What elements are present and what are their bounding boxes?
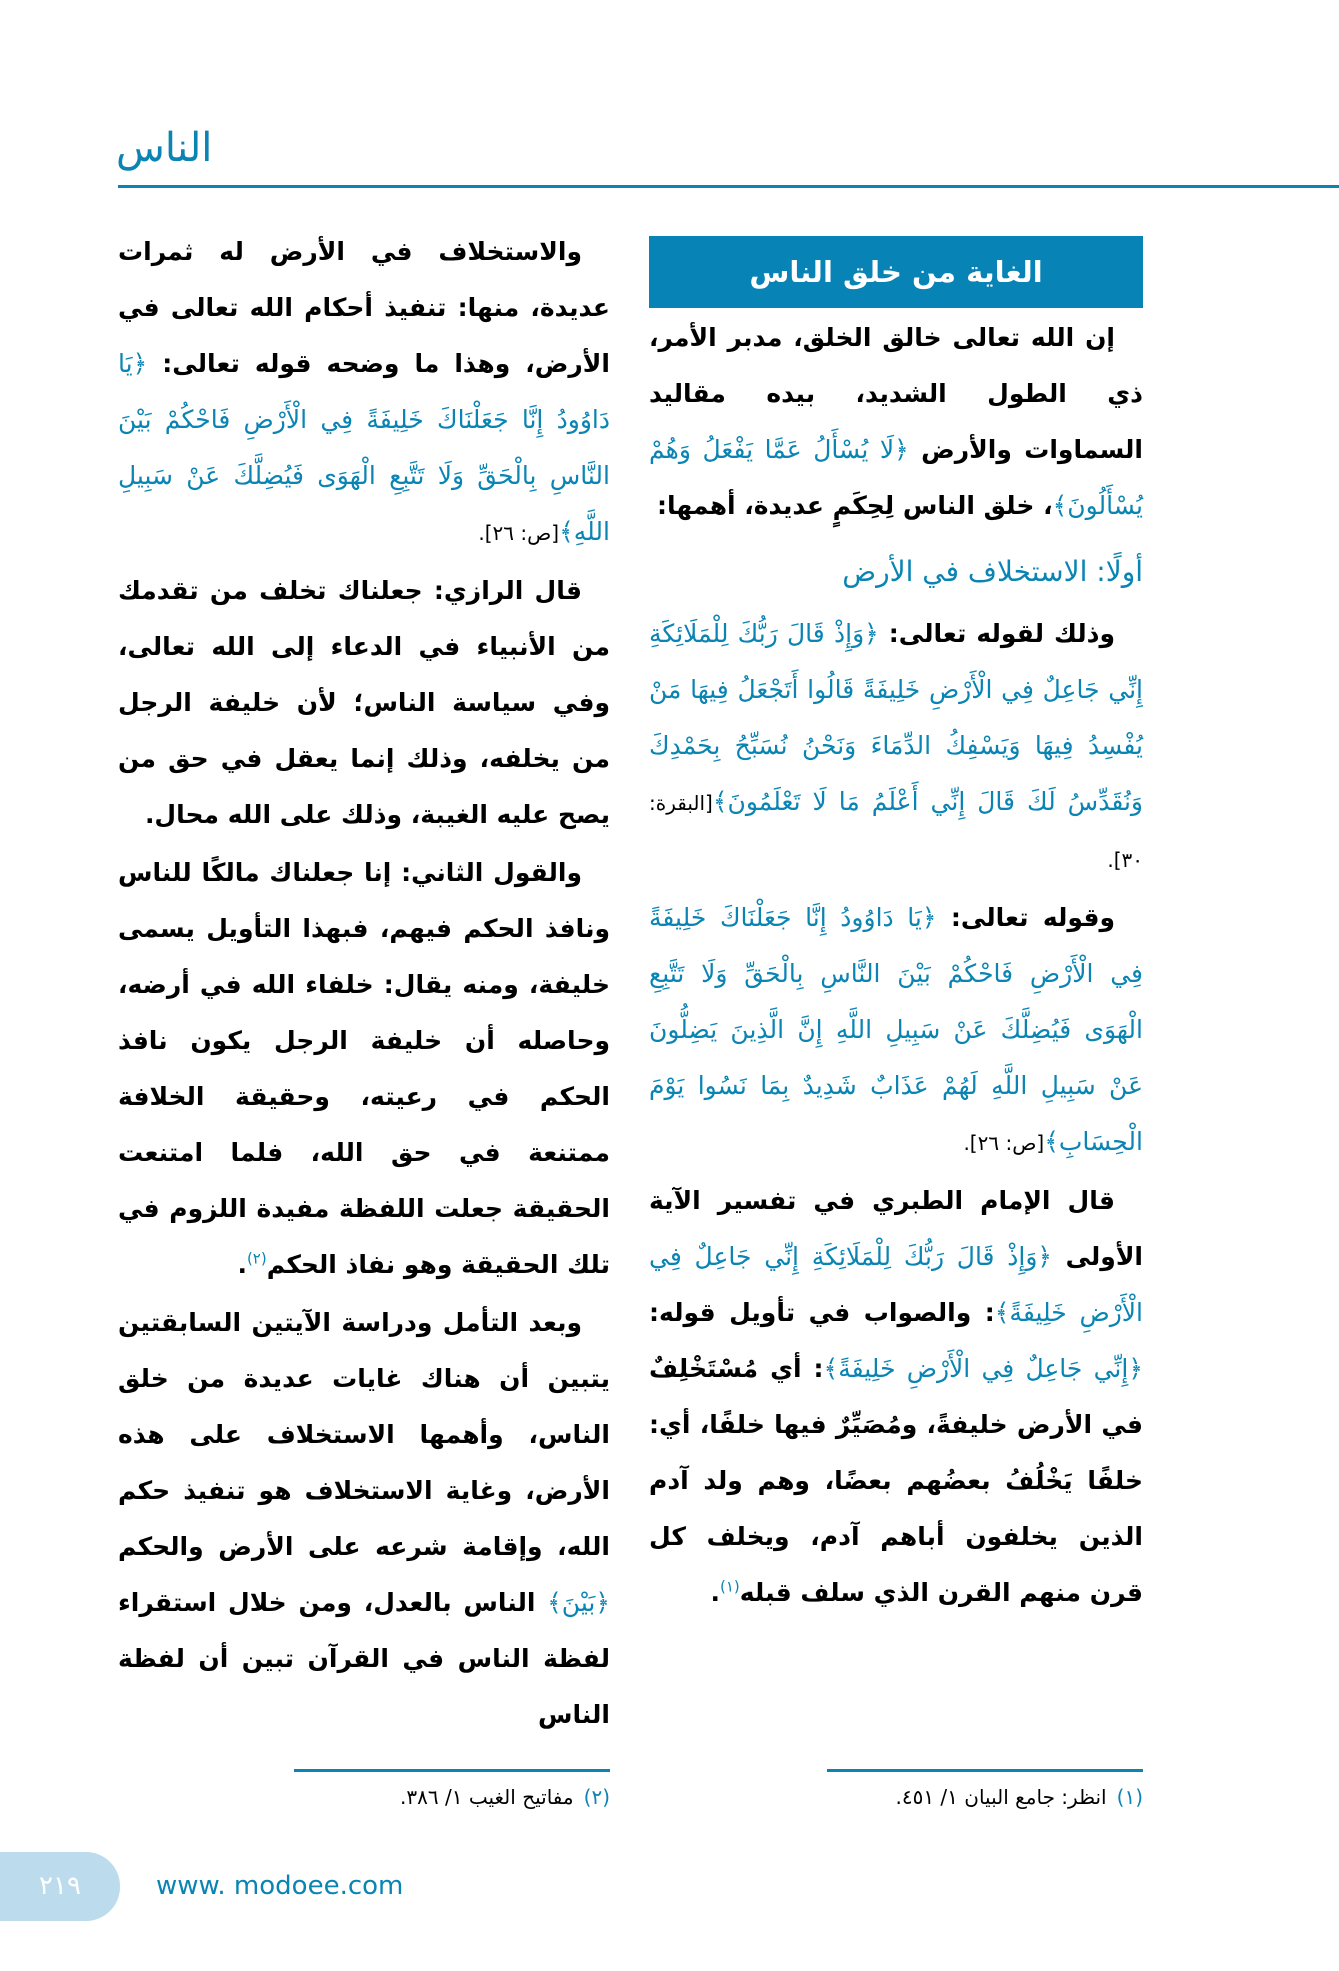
verse-reference: [البقرة: ٣٠]. bbox=[649, 791, 1143, 872]
paragraph bbox=[649, 606, 1143, 888]
paragraph-group bbox=[118, 224, 610, 1745]
footnote-2 bbox=[118, 1782, 610, 1812]
quran-verse: ﴿إِنِّي جَاعِلٌ فِي الْأَرْضِ خَلِيفَةً﴾ bbox=[823, 1354, 1143, 1383]
footnotes bbox=[649, 1745, 1143, 1812]
footnotes bbox=[118, 1745, 610, 1812]
running-title: الناس bbox=[116, 125, 213, 171]
page-footer bbox=[0, 1852, 1339, 1921]
paragraph bbox=[649, 890, 1143, 1171]
website-link[interactable]: www. modoee.com bbox=[156, 1871, 404, 1901]
right-column bbox=[649, 224, 1143, 1812]
body-text: وبعد التأمل ودراسة الآيتين السابقتين يتبين أن هناك غايات عديدة من خلق الناس، وأهمها الاستخلاف على هذه الأرض، وغاية الاستخلاف هو تنفيذ حكم الله، وإقامة شرعه على الأرض والحكم bbox=[118, 1308, 610, 1561]
footnote-rule bbox=[827, 1769, 1143, 1772]
verse-reference: [ص: ٢٦]. bbox=[963, 1131, 1045, 1155]
footnote-marker[interactable]: (١) bbox=[719, 1577, 740, 1596]
body-text: إن الله تعالى خالق الخلق، مدبر الأمر، ذي الطول الشديد، بيده مقاليد السماوات والأرض bbox=[649, 323, 1143, 464]
footnote-number: (٢) bbox=[583, 1785, 610, 1809]
footnote-marker[interactable]: (٢) bbox=[246, 1249, 267, 1268]
quran-verse: ﴿وَإِذْ قَالَ رَبُّكَ لِلْمَلَائِكَةِ إِنِّي جَاعِلٌ فِي الْأَرْضِ خَلِيفَةً﴾ bbox=[649, 1242, 1144, 1327]
footnote-1 bbox=[649, 1782, 1143, 1812]
quran-verse: ﴿يَا دَاوُودُ إِنَّا جَعَلْنَاكَ خَلِيفَةً فِي الْأَرْضِ فَاحْكُمْ بَيْنَ النَّاسِ بِالْحَقِّ وَلَا تَتَّبِعِ الْهَوَى فَيُضِلَّكَ عَنْ سَبِيلِ اللَّهِ إِنَّ الَّذِينَ يَضِلُّونَ عَنْ سَبِيلِ اللَّهِ لَهُمْ عَذَابٌ شَدِيدٌ بِمَا نَسُوا يَوْمَ الْحِسَابِ﴾ bbox=[649, 903, 1143, 1156]
paragraph bbox=[118, 1295, 610, 1743]
quran-verse: ﴿يَا دَاوُودُ إِنَّا جَعَلْنَاكَ خَلِيفَةً فِي الْأَرْضِ فَاحْكُمْ بَيْنَ النَّاسِ بِالْحَقِّ وَلَا تَتَّبِعِ الْهَوَى فَيُضِلَّكَ عَنْ سَبِيلِ اللَّهِ﴾ bbox=[118, 349, 610, 546]
verse-reference: [ص: ٢٦]. bbox=[478, 521, 560, 545]
left-column bbox=[118, 224, 610, 1812]
paragraph bbox=[649, 310, 1143, 534]
quran-verse: ﴿بَيْنَ﴾ bbox=[547, 1588, 610, 1617]
footnote-text: انظر: جامع البيان ١/ ٤٥١. bbox=[895, 1785, 1107, 1809]
footnote-rule bbox=[294, 1769, 610, 1772]
body-text: قال الإمام الطبري في تفسير الآية الأولى bbox=[649, 1186, 1143, 1271]
page-number: ٢١٩ bbox=[0, 1852, 120, 1921]
body-text: وقوله تعالى: bbox=[936, 903, 1115, 932]
body-text: وذلك لقوله تعالى: bbox=[878, 619, 1115, 648]
body-text: قال الرازي: جعلناك تخلف من تقدمك من الأنبياء في الدعاء إلى الله تعالى، وفي سياسة الناس؛ لأن خليفة الرجل من يخلفه، وذلك إنما يعقل في حق من يصح عليه الغيبة، وذلك على الله محال. bbox=[118, 576, 610, 829]
paragraph bbox=[118, 224, 610, 561]
body-text: : أي مُسْتَخْلِفٌ في الأرض خليفةً، ومُصَيِّرٌ فيها خلفًا، أي: خلفًا يَخْلُفُ بعضُهم بعضًا، وهم ولد آدم الذين يخلفون أباهم آدم، ويخلف كل قرن منهم القرن الذي سلف قبله bbox=[649, 1354, 1143, 1607]
body-text: : والصواب في تأويل قوله: bbox=[649, 1298, 995, 1327]
columns bbox=[118, 0, 1143, 1812]
subheading: أولًا: الاستخلاف في الأرض bbox=[842, 555, 1143, 588]
body-text: والاستخلاف في الأرض له ثمرات عديدة، منها: تنفيذ أحكام الله تعالى في الأرض، وهذا ما وضحه قوله تعالى: bbox=[118, 237, 610, 378]
paragraph bbox=[118, 563, 610, 843]
quran-verse: ﴿لَا يُسْأَلُ عَمَّا يَفْعَلُ وَهُمْ يُسْأَلُونَ﴾ bbox=[649, 435, 1143, 520]
paragraph bbox=[118, 845, 610, 1293]
paragraph-group bbox=[649, 606, 1143, 1623]
body-text: والقول الثاني: إنا جعلناك مالكًا للناس ونافذ الحكم فيهم، فبهذا التأويل يسمى خليفة، ومنه يقال: خلفاء الله في أرضه، وحاصله أن خليفة الرجل يكون نافذ الحكم في رعيته، وحقيقة الخلافة ممتنعة في حق الله، فلما امتنعت الحقيقة جعلت اللفظة مفيدة اللزوم في تلك الحقيقة وهو نفاذ الحكم bbox=[118, 858, 610, 1279]
footnote-text: مفاتيح الغيب ١/ ٣٨٦. bbox=[400, 1785, 574, 1809]
body-text: ، خلق الناس لِحِكَمٍ عديدة، أهمها: bbox=[657, 491, 1053, 520]
paragraph-group bbox=[649, 310, 1143, 536]
body-text: . bbox=[710, 1578, 720, 1607]
footnote-number: (١) bbox=[1116, 1785, 1143, 1809]
body-text: الناس بالعدل، ومن خلال استقراء لفظة الناس في القرآن تبين أن لفظة الناس bbox=[118, 1588, 610, 1729]
quran-verse: ﴿وَإِذْ قَالَ رَبُّكَ لِلْمَلَائِكَةِ إِنِّي جَاعِلٌ فِي الْأَرْضِ خَلِيفَةً قَالُوا أَتَجْعَلُ فِيهَا مَنْ يُفْسِدُ فِيهَا وَيَسْفِكُ الدِّمَاءَ وَنَحْنُ نُسَبِّحُ بِحَمْدِكَ وَنُقَدِّسُ لَكَ قَالَ إِنِّي أَعْلَمُ مَا لَا تَعْلَمُونَ﴾ bbox=[649, 619, 1143, 816]
paragraph bbox=[649, 1173, 1143, 1621]
section-title: الغاية من خلق الناس bbox=[649, 236, 1143, 308]
body-text: . bbox=[237, 1250, 247, 1279]
